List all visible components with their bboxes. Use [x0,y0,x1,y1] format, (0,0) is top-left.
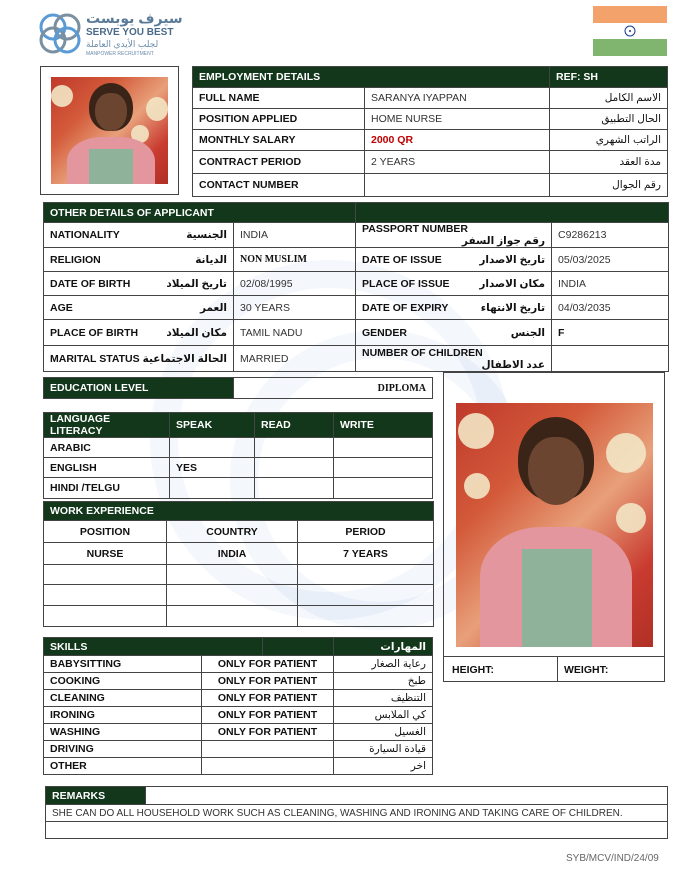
number-of-children-value [552,346,669,372]
position-header: POSITION [44,521,167,543]
skill-row: IRONING [44,707,202,724]
education-level-value: DIPLOMA [234,378,433,399]
age-label: AGE العمر [44,296,234,320]
skill-row: CLEANING [44,690,202,707]
skills-table: SKILLS المهارات BABYSITTING ONLY FOR PATIENT رعاية الصغار COOKING ONLY FOR PATIENT طبخ CLEANING ONLY FOR PATIENT التنظيف IRONING ONLY FOR PATIENT كي الملابس WASHING ONLY FOR PATIENT الغسيل DRIVING قيادة السيارة OTHER اخر [43,637,432,776]
skill-row: DRIVING [44,741,202,758]
language-table: LANGUAGE LITERACY SPEAK READ WRITE ARABIC ENGLISH YES HINDI /TELGU [43,412,432,494]
position-applied-value: HOME NURSE [365,109,550,130]
company-logo-icon [38,10,82,56]
work-row [44,565,167,585]
applicant-photo-small [40,66,179,195]
place-of-birth-label: PLACE OF BIRTH مكان الميلاد [44,320,234,346]
full-name-label: FULL NAME [193,88,365,109]
applicant-photo-large [443,372,665,682]
religion-value: NON MUSLIM [234,248,356,272]
remarks-table [45,786,667,838]
india-flag [593,6,667,56]
work-row [44,606,167,627]
number-of-children-label: NUMBER OF CHILDREN عدد الاطفال [356,346,552,372]
passport-number-value: C9286213 [552,223,669,248]
other-details-table [43,202,668,370]
education-level-table [43,377,432,398]
write-header: WRITE [334,413,433,438]
monthly-salary-value: 2000 QR [365,130,550,151]
marital-status-value: MARRIED [234,346,356,372]
work-row [44,585,167,606]
full-name-ar: الاسم الكامل [550,88,668,109]
skill-row: COOKING [44,673,202,690]
gender-label: GENDER الجنس [356,320,552,346]
company-name: SERVE YOU BEST [86,27,174,38]
employment-details-title: EMPLOYMENT DETAILS [193,67,550,88]
work-experience-table: WORK EXPERIENCE POSITION COUNTRY PERIOD NURSE INDIA 7 YEARS [43,501,433,626]
language-row: ENGLISH [44,458,170,478]
age-value: 30 YEARS [234,296,356,320]
company-arabic-sub: لجلب الأيدي العاملة [86,39,159,49]
measurements-row [444,656,664,681]
remarks-title: REMARKS [46,787,146,805]
religion-label: RELIGION الديانة [44,248,234,272]
language-header: LANGUAGE LITERACY [44,413,170,438]
date-of-birth-value: 02/08/1995 [234,272,356,296]
skill-row: BABYSITTING [44,656,202,673]
date-of-expiry-label: DATE OF EXPIRY تاريخ الانتهاء [356,296,552,320]
language-row: HINDI /TELGU [44,478,170,499]
company-sub: MANPOWER RECRUITMENT [86,51,154,57]
skill-row: OTHER [44,758,202,775]
weight-label: WEIGHT: [564,664,609,676]
skills-title-ar: المهارات [334,638,433,656]
date-of-expiry-value: 04/03/2035 [552,296,669,320]
nationality-value: INDIA [234,223,356,248]
passport-number-label: PASSPORT NUMBER رقم جواز السفر [356,223,552,248]
full-name-value: SARANYA IYAPPAN [365,88,550,109]
skills-title: SKILLS [44,638,334,656]
position-applied-label: POSITION APPLIED [193,109,365,130]
place-of-birth-value: TAMIL NADU [234,320,356,346]
read-header: READ [255,413,334,438]
period-header: PERIOD [298,521,434,543]
work-experience-title: WORK EXPERIENCE [44,502,434,521]
date-of-issue-label: DATE OF ISSUE تاريخ الاصدار [356,248,552,272]
height-label: HEIGHT: [452,664,494,676]
contact-number-label: CONTACT NUMBER [193,174,365,197]
date-of-birth-label: DATE OF BIRTH تاريخ الميلاد [44,272,234,296]
nationality-label: NATIONALITY الجنسية [44,223,234,248]
document-code: SYB/MCV/IND/24/09 [566,853,659,864]
position-applied-ar: الحال التطبيق [550,109,668,130]
place-of-issue-label: PLACE OF ISSUE مكان الاصدار [356,272,552,296]
monthly-salary-ar: الراتب الشهري [550,130,668,151]
employment-details-table [192,66,667,196]
contact-number-ar: رقم الجوال [550,174,668,197]
skill-row: WASHING [44,724,202,741]
speak-header: SPEAK [170,413,255,438]
ref-label: REF: SH [550,67,668,88]
chakra-icon [624,25,636,37]
contract-period-value: 2 YEARS [365,151,550,174]
remarks-text: SHE CAN DO ALL HOUSEHOLD WORK SUCH AS CLEANING, WASHING AND IRONING AND TAKING CARE OF CHILDREN. [46,805,668,822]
company-logo [38,10,208,60]
contract-period-label: CONTRACT PERIOD [193,151,365,174]
monthly-salary-label: MONTHLY SALARY [193,130,365,151]
place-of-issue-value: INDIA [552,272,669,296]
other-details-title: OTHER DETAILS OF APPLICANT [44,203,356,223]
education-level-label: EDUCATION LEVEL [44,378,234,399]
language-row: ARABIC [44,438,170,458]
company-arabic-name: سيرف يوبست [86,10,183,26]
date-of-issue-value: 05/03/2025 [552,248,669,272]
work-row: NURSE [44,543,167,565]
contract-period-ar: مدة العقد [550,151,668,174]
gender-value: F [552,320,669,346]
country-header: COUNTRY [167,521,298,543]
marital-status-label: MARITAL STATUS الحالة الاجتماعية [44,346,234,372]
contact-number-value [365,174,550,197]
